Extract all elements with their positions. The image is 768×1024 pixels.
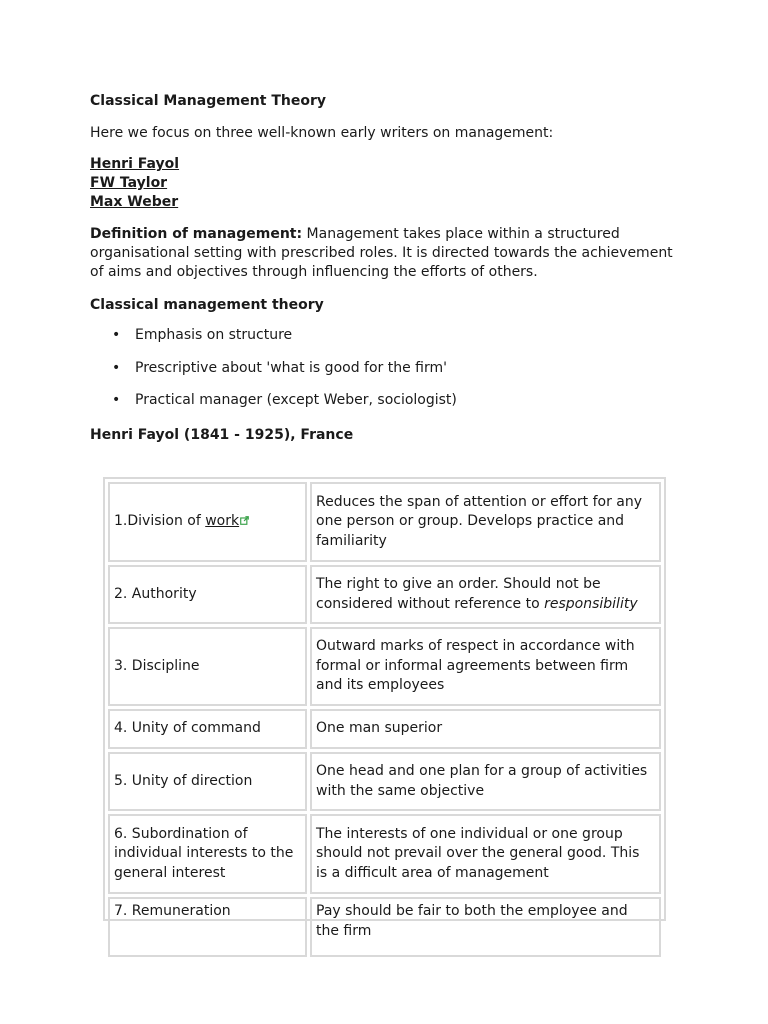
bullet-icon: • bbox=[112, 359, 121, 376]
list-item-text: Practical manager (except Weber, sociologist) bbox=[135, 392, 457, 408]
work-link[interactable]: work bbox=[205, 513, 240, 530]
definition-paragraph bbox=[90, 225, 680, 282]
table-cell-description: The interests of one individual or one group should not prevail over the general good. This is a difficult area of management bbox=[310, 814, 661, 894]
table-cell-principle: 6. Subordination of individual interests to the general interest bbox=[108, 814, 307, 894]
table-row bbox=[108, 709, 661, 749]
principles-table-frame bbox=[103, 477, 666, 939]
list-item bbox=[90, 359, 650, 392]
page-title: Classical Management Theory bbox=[90, 93, 326, 109]
bullet-list bbox=[90, 326, 650, 424]
list-item bbox=[90, 391, 650, 424]
table-cell-description: Reduces the span of attention or effort for any one person or group. Develops practice and familiarity bbox=[310, 482, 661, 562]
writer-link-max-weber[interactable]: Max Weber bbox=[90, 194, 179, 210]
table-row bbox=[108, 814, 661, 894]
table-row bbox=[108, 627, 661, 706]
intro-text: Here we focus on three well-known early writers on management: bbox=[90, 125, 554, 141]
description-text: The right to give an order. Should not be considered without reference to bbox=[316, 576, 601, 612]
table-row bbox=[108, 897, 661, 957]
bullet-icon: • bbox=[112, 392, 121, 408]
table-cell-principle: 3. Discipline bbox=[108, 627, 307, 706]
section-heading-henri-fayol: Henri Fayol (1841 - 1925), France bbox=[90, 427, 354, 443]
table-cell-principle: 5. Unity of direction bbox=[108, 752, 307, 811]
principle-label: 1.Division of bbox=[114, 513, 206, 530]
external-link-icon[interactable] bbox=[240, 516, 249, 525]
table-row bbox=[108, 565, 661, 624]
table-cell-principle: 2. Authority bbox=[108, 565, 307, 624]
table-cell-description: One man superior bbox=[310, 709, 661, 749]
writer-link-fw-taylor[interactable]: FW Taylor bbox=[90, 175, 168, 191]
table-cell-principle: 7. Remuneration bbox=[108, 897, 307, 957]
table-row bbox=[108, 752, 661, 811]
table-cell-principle bbox=[108, 482, 307, 562]
description-emphasis: responsibility bbox=[544, 595, 638, 612]
list-item-text: Emphasis on structure bbox=[135, 327, 293, 343]
table-cell-principle: 4. Unity of command bbox=[108, 709, 307, 749]
list-item bbox=[90, 326, 650, 359]
section-heading-classical-management: Classical management theory bbox=[90, 297, 324, 313]
definition-label: Definition of management: bbox=[90, 226, 303, 242]
definition-text: Management takes place within a structured organisational setting with prescribed roles. It is directed towards the achievement of aims and objectives through influencing the efforts of others. bbox=[90, 226, 673, 280]
bullet-icon: • bbox=[112, 327, 121, 343]
table-cell-description: Pay should be fair to both the employee and the firm bbox=[310, 897, 661, 957]
table-cell-description: Outward marks of respect in accordance with formal or informal agreements between firm and its employees bbox=[310, 627, 661, 706]
list-item-text: Prescriptive about 'what is good for the firm' bbox=[135, 359, 447, 376]
table-row bbox=[108, 482, 661, 562]
principles-table bbox=[105, 479, 664, 960]
table-cell-description: One head and one plan for a group of activities with the same objective bbox=[310, 752, 661, 811]
writer-link-henri-fayol[interactable]: Henri Fayol bbox=[90, 156, 180, 172]
table-cell-description bbox=[310, 565, 661, 624]
